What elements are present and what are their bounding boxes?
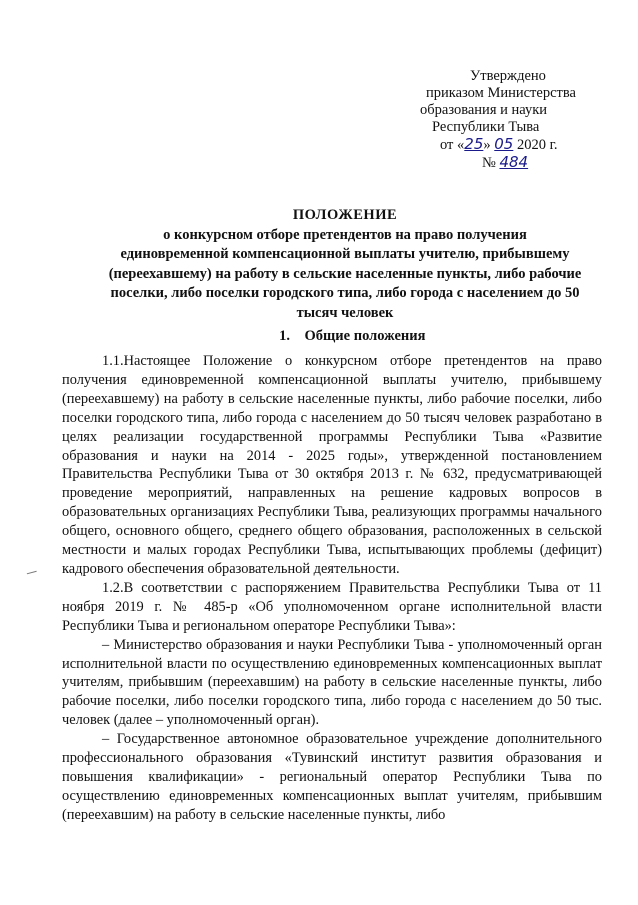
list-item: – Министерство образования и науки Республики Тыва - уполномоченный орган исполнительной власти по осуществлению единовременных компенсационных выплат учителям, прибывшим (переехавшим) на работу в сельские населенные пункты, либо рабочие поселки, либо поселки городского типа, либо города с населением до 50 тыс. человек (далее – уполномоченный орган).	[62, 636, 602, 729]
date-month: 05	[494, 135, 514, 153]
section-heading	[60, 328, 630, 345]
title-line: единовременной компенсационной выплаты учителю, прибывшему	[120, 246, 570, 262]
date-prefix: от «	[440, 137, 465, 153]
number-value: 484	[499, 153, 529, 171]
section-name: Общие положения	[304, 328, 426, 344]
paragraph: 1.1.Настоящее Положение о конкурсном отборе претендентов на право получения единовременной компенсационной выплаты учителю, прибывшему (переехавшему) на работу в сельские населенные пункты, либо рабочие поселки, либо поселки городского типа, либо города с населением до 50 тысяч человек разработано в целях реализации государственной программы Республики Тыва «Развитие образования и науки на 2014 - 2025 годы», утвержденной постановлением Правительства Республики Тыва от 30 октября 2013 г. № 632, предусматривающей проведение мероприятий, направленных на решение кадровых вопросов в образовательных организациях Республики Тыва, реализующих программы начального общего, основного общего, среднего общего образования, расположенных в сельской местности и малых городах Республики Тыва, испытывающих проблемы (дефицит) кадрового обеспечения образовательной деятельности.	[62, 353, 602, 577]
approval-stamp	[418, 68, 618, 172]
title-line: (переехавшему) на работу в сельские населенные пункты, либо рабочие	[108, 265, 582, 282]
approval-line: приказом Министерства	[426, 85, 576, 101]
date-year: 2020 г.	[513, 137, 558, 153]
document-title	[60, 206, 630, 323]
date-day: 25	[464, 135, 484, 153]
date-mid: »	[483, 137, 495, 153]
approval-line: Республики Тыва	[432, 119, 540, 135]
title-heading: ПОЛОЖЕНИЕ	[292, 207, 398, 223]
approval-date	[418, 136, 618, 154]
margin-mark	[27, 571, 37, 576]
number-prefix: №	[482, 155, 500, 171]
approval-number	[418, 154, 618, 172]
list-item: – Государственное автономное образовательное учреждение дополнительного профессионального образования «Тувинский институт развития образования и повышения квалификации» - региональный оператор Республики Тыва по осуществлению единовременных компенсационных выплат учителям, прибывшим (переехавшим) на работу в сельские населенные пункты, либо	[62, 731, 602, 823]
title-line: о конкурсном отборе претендентов на право получения	[163, 226, 527, 243]
title-line: поселки, либо поселки городского типа, либо города с населением до 50	[110, 285, 580, 301]
title-line: тысяч человек	[296, 304, 394, 321]
approval-line: образования и науки	[420, 102, 548, 118]
document-body	[62, 352, 602, 825]
approval-line: Утверждено	[470, 68, 546, 84]
section-number: 1.	[279, 328, 290, 344]
paragraph: 1.2.В соответствии с распоряжением Правительства Республики Тыва от 11 ноября 2019 г. № 485-р «Об уполномоченном органе исполнительной власти Республики Тыва и региональном операторе Республики Тыва»:	[62, 579, 602, 634]
